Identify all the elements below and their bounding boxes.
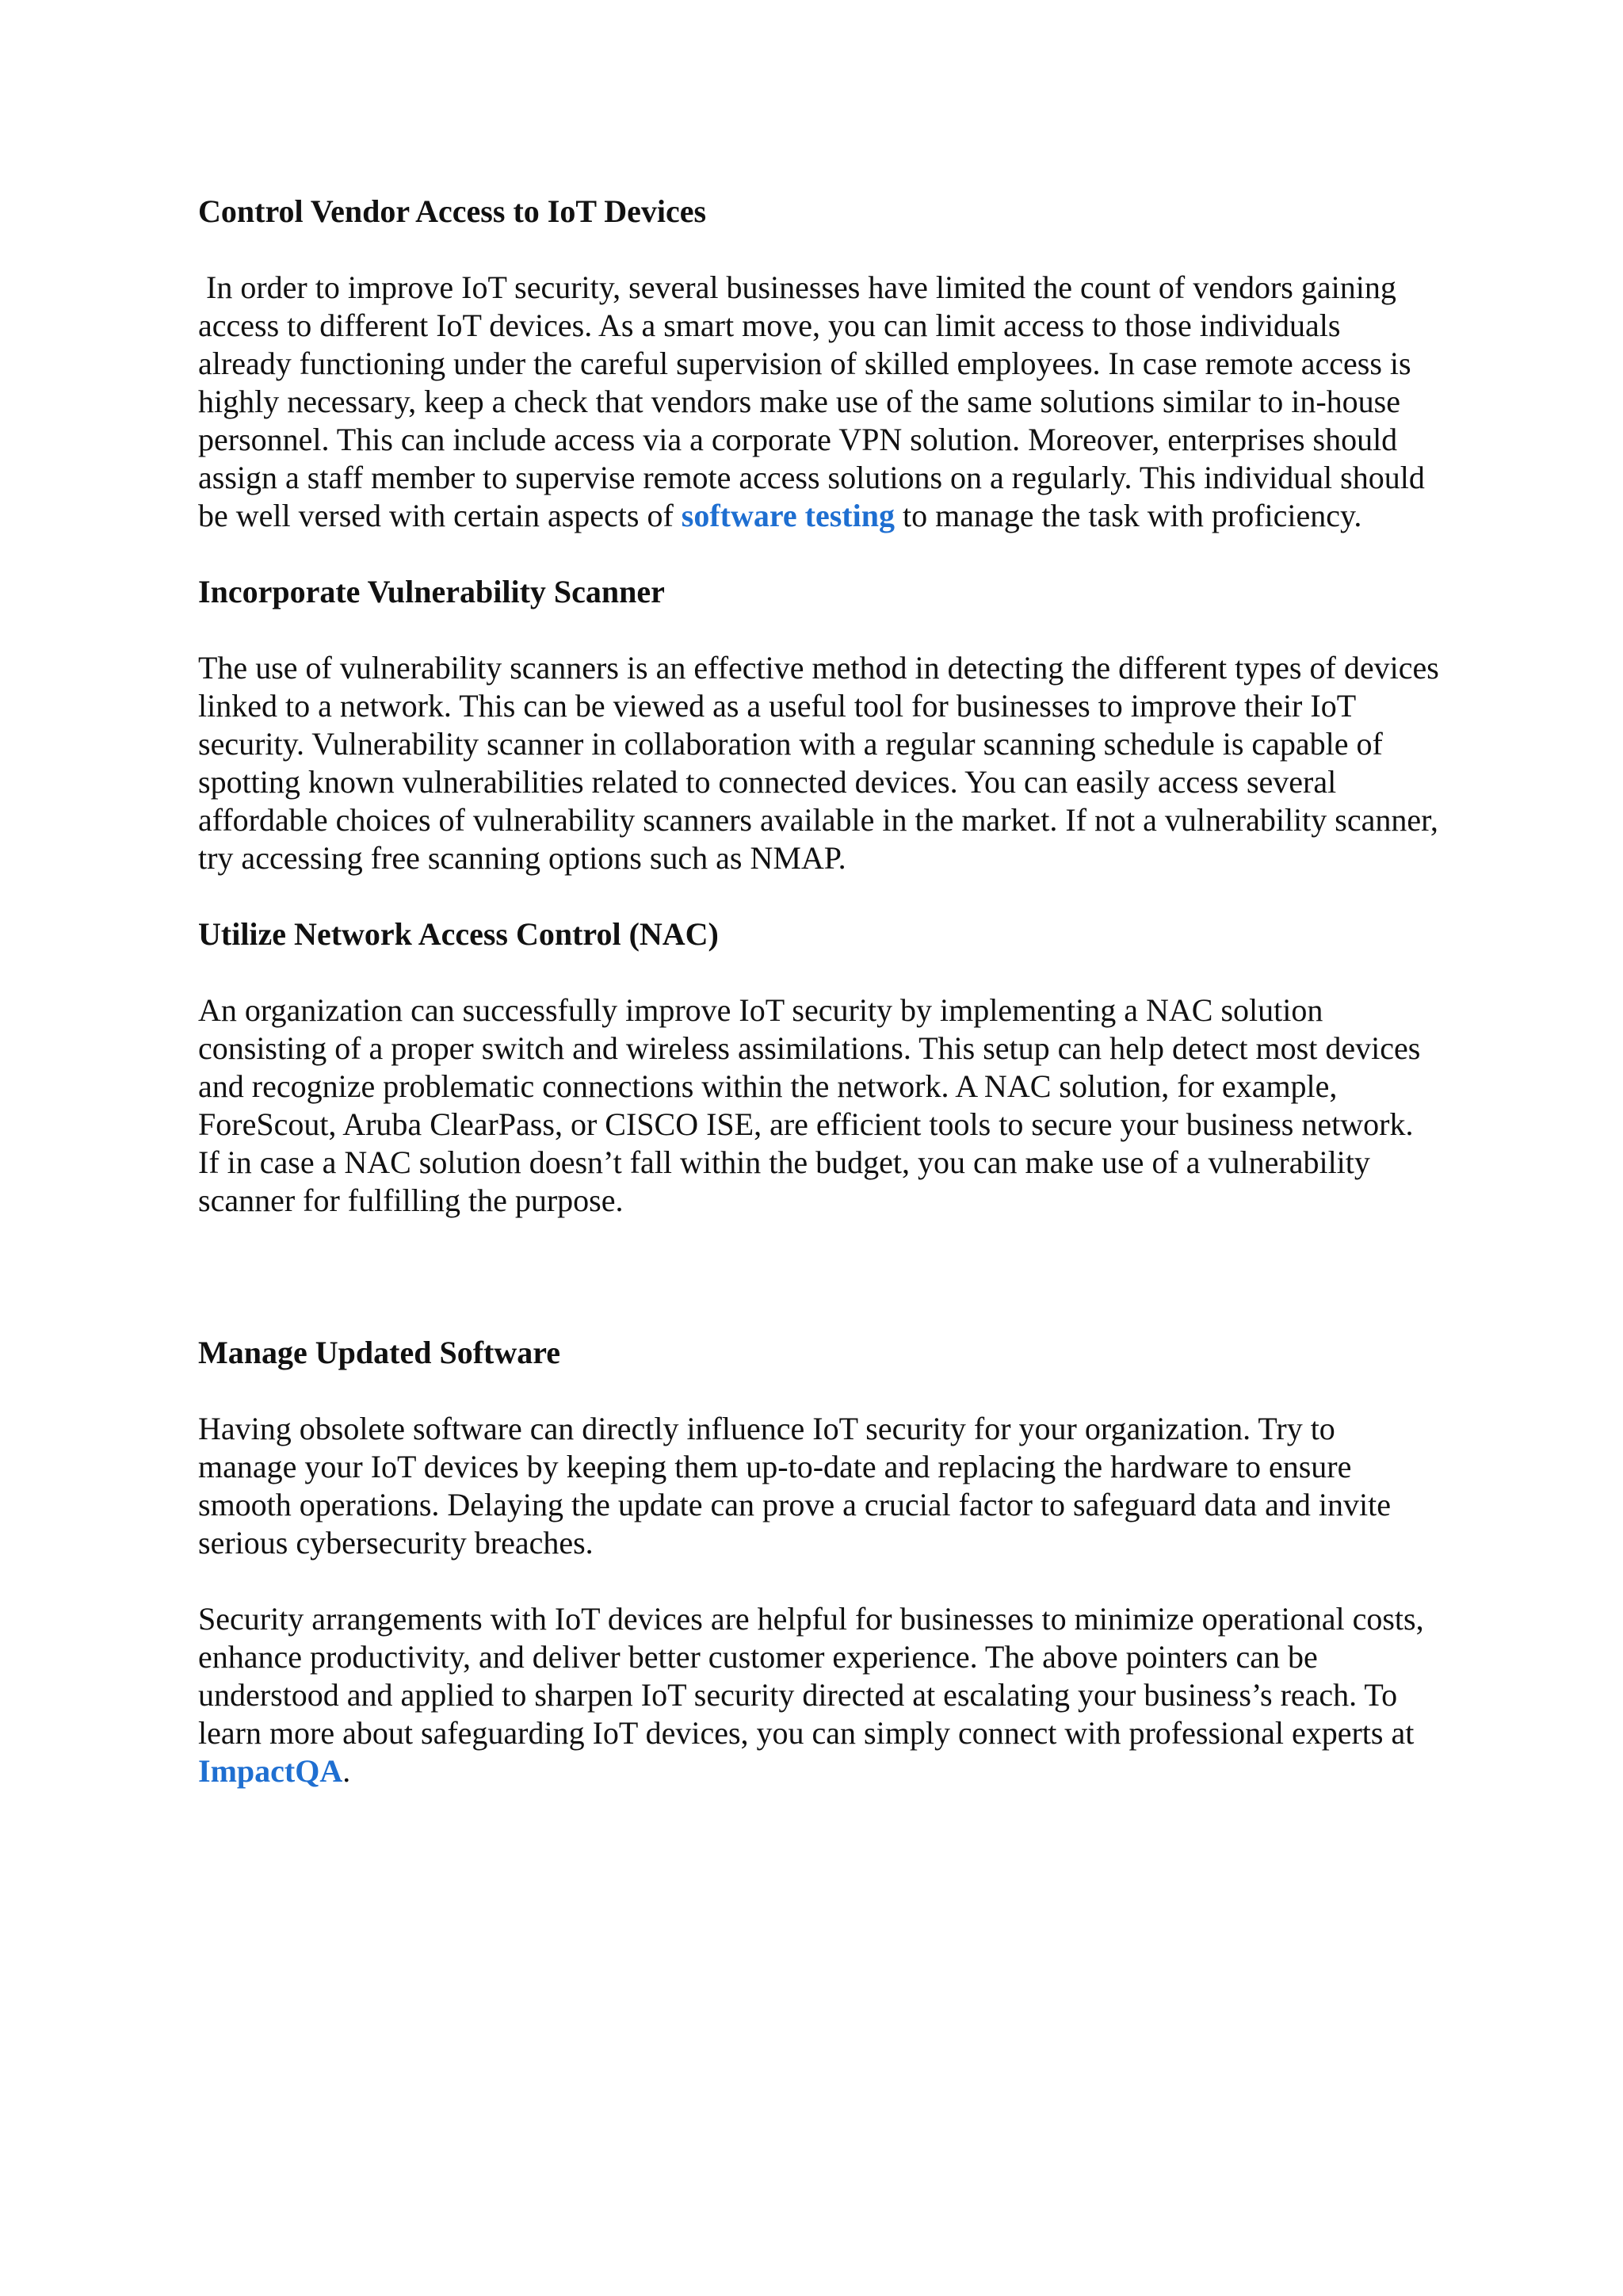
section-paragraph xyxy=(198,1600,1441,1790)
paragraph-text: In order to improve IoT security, several businesses have limited the count of vendors gaining access to different IoT devices. As a smart move, you can limit access to those individuals already functioning under the careful supervision of skilled employees. In case remote access is highly necessary, keep a check that vendors make use of the same solutions similar to in-house personnel. This can include access via a corporate VPN solution. Moreover, enterprises should assign a staff member to supervise remote access solutions on a regularly. This individual should be well versed with certain aspects of xyxy=(198,269,1425,533)
software-testing-link[interactable]: software testing xyxy=(681,498,895,533)
impactqa-link[interactable]: ImpactQA xyxy=(198,1753,343,1789)
section-paragraph: An organization can successfully improve IoT security by implementing a NAC solution consisting of a proper switch and wireless assimilations. This setup can help detect most devices and recognize problematic connections within the network. A NAC solution, for example, ForeScout, Aruba ClearPass, or CISCO ISE, are efficient tools to secure your business network. If in case a NAC solution doesn’t fall within the budget, you can make use of a vulnerability scanner for fulfilling the purpose. xyxy=(198,992,1421,1218)
section-network-access-control xyxy=(198,915,1441,1220)
section-control-vendor-access xyxy=(198,193,1441,535)
section-vulnerability-scanner xyxy=(198,573,1441,877)
section-manage-updated-software xyxy=(198,1334,1441,1790)
paragraph-text: . xyxy=(342,1753,351,1789)
section-paragraph xyxy=(198,269,1441,535)
section-heading: Control Vendor Access to IoT Devices xyxy=(198,193,707,229)
section-heading: Incorporate Vulnerability Scanner xyxy=(198,574,665,609)
section-paragraph: Having obsolete software can directly influence IoT security for your organization. Try to manage your IoT devices by keeping them up-to-date and replacing the hardware to ensure smooth operations. Delaying the update can prove a crucial factor to safeguard data and invite serious cybersecurity breaches. xyxy=(198,1411,1391,1561)
section-heading: Utilize Network Access Control (NAC) xyxy=(198,916,719,952)
section-paragraph: The use of vulnerability scanners is an effective method in detecting the different types of devices linked to a network. This can be viewed as a useful tool for businesses to improve their IoT security. Vulnerability scanner in collaboration with a regular scanning schedule is capable of spotting known vulnerabilities related to connected devices. You can easily access several affordable choices of vulnerability scanners available in the market. If not a vulnerability scanner, try accessing free scanning options such as NMAP. xyxy=(198,650,1439,876)
section-heading: Manage Updated Software xyxy=(198,1335,561,1370)
paragraph-text: to manage the task with proficiency. xyxy=(894,498,1362,533)
paragraph-text: Security arrangements with IoT devices are helpful for businesses to minimize operational costs, enhance productivity, and deliver better customer experience. The above pointers can be understood and applied to sharpen IoT security directed at escalating your business’s reach. To learn more about safeguarding IoT devices, you can simply connect with professional experts at xyxy=(198,1601,1424,1751)
blank-space xyxy=(198,1258,1441,1334)
